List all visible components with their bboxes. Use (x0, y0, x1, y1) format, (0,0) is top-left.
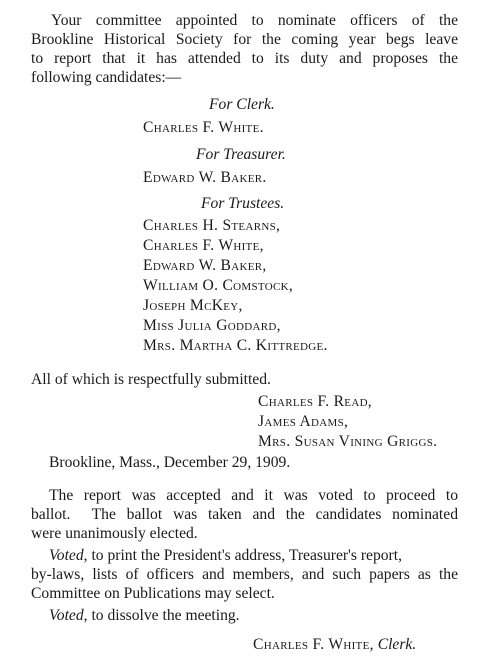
signature-name: Charles F. White, (253, 636, 374, 653)
signature (253, 637, 416, 653)
intro-line-4: following candidates:— (31, 69, 182, 86)
trustee-name: Charles F. White, (143, 237, 264, 254)
trustee-name: Joseph McKey, (143, 297, 243, 314)
treasurer-name: Edward W. Baker. (143, 169, 267, 186)
trustee-name: Miss Julia Goddard, (143, 317, 281, 334)
proceedings-line-5: by-laws, lists of officers and members, and such papers as the (31, 566, 458, 583)
submission-text: All of which is respectfully submitted. (31, 371, 271, 388)
voted-text: , to dissolve the meeting. (83, 607, 240, 624)
proceedings-line-1: The report was accepted and it was voted to proceed to (49, 487, 458, 504)
proceedings-line-6: Committee on Publications may select. (31, 585, 275, 602)
voted-word: Voted (49, 547, 84, 564)
trustees-heading: For Trustees. (201, 195, 285, 212)
trustee-name: Mrs. Martha C. Kittredge. (143, 337, 328, 354)
signer-name: James Adams, (258, 413, 349, 430)
proceedings-line-3: were unanimously elected. (31, 525, 198, 542)
voted-word: Voted (49, 607, 84, 624)
signer-name: Mrs. Susan Vining Griggs. (258, 433, 438, 450)
intro-line-1: Your committee appointed to nominate officers of the (51, 12, 458, 29)
place-date: Brookline, Mass., December 29, 1909. (49, 454, 291, 471)
voted-paragraph-1 (49, 548, 458, 564)
voted-paragraph-2 (49, 608, 240, 624)
proceedings-line-2: ballot. The ballot was taken and the candidates nominated (31, 506, 458, 523)
signer-name: Charles F. Read, (258, 393, 373, 410)
trustee-name: Charles H. Stearns, (143, 217, 281, 234)
trustee-name: Edward W. Baker, (143, 257, 267, 274)
clerk-heading: For Clerk. (209, 96, 275, 113)
treasurer-heading: For Treasurer. (196, 146, 286, 163)
intro-line-3: to report that it has attended to its duty and proposes the (31, 50, 458, 67)
intro-line-2: Brookline Historical Society for the coming year begs leave (31, 31, 458, 48)
clerk-name: Charles F. White. (143, 119, 264, 136)
voted-text: , to print the President's address, Treasurer's report, (83, 547, 402, 564)
signature-title: Clerk. (377, 636, 417, 653)
trustee-name: William O. Comstock, (143, 277, 294, 294)
